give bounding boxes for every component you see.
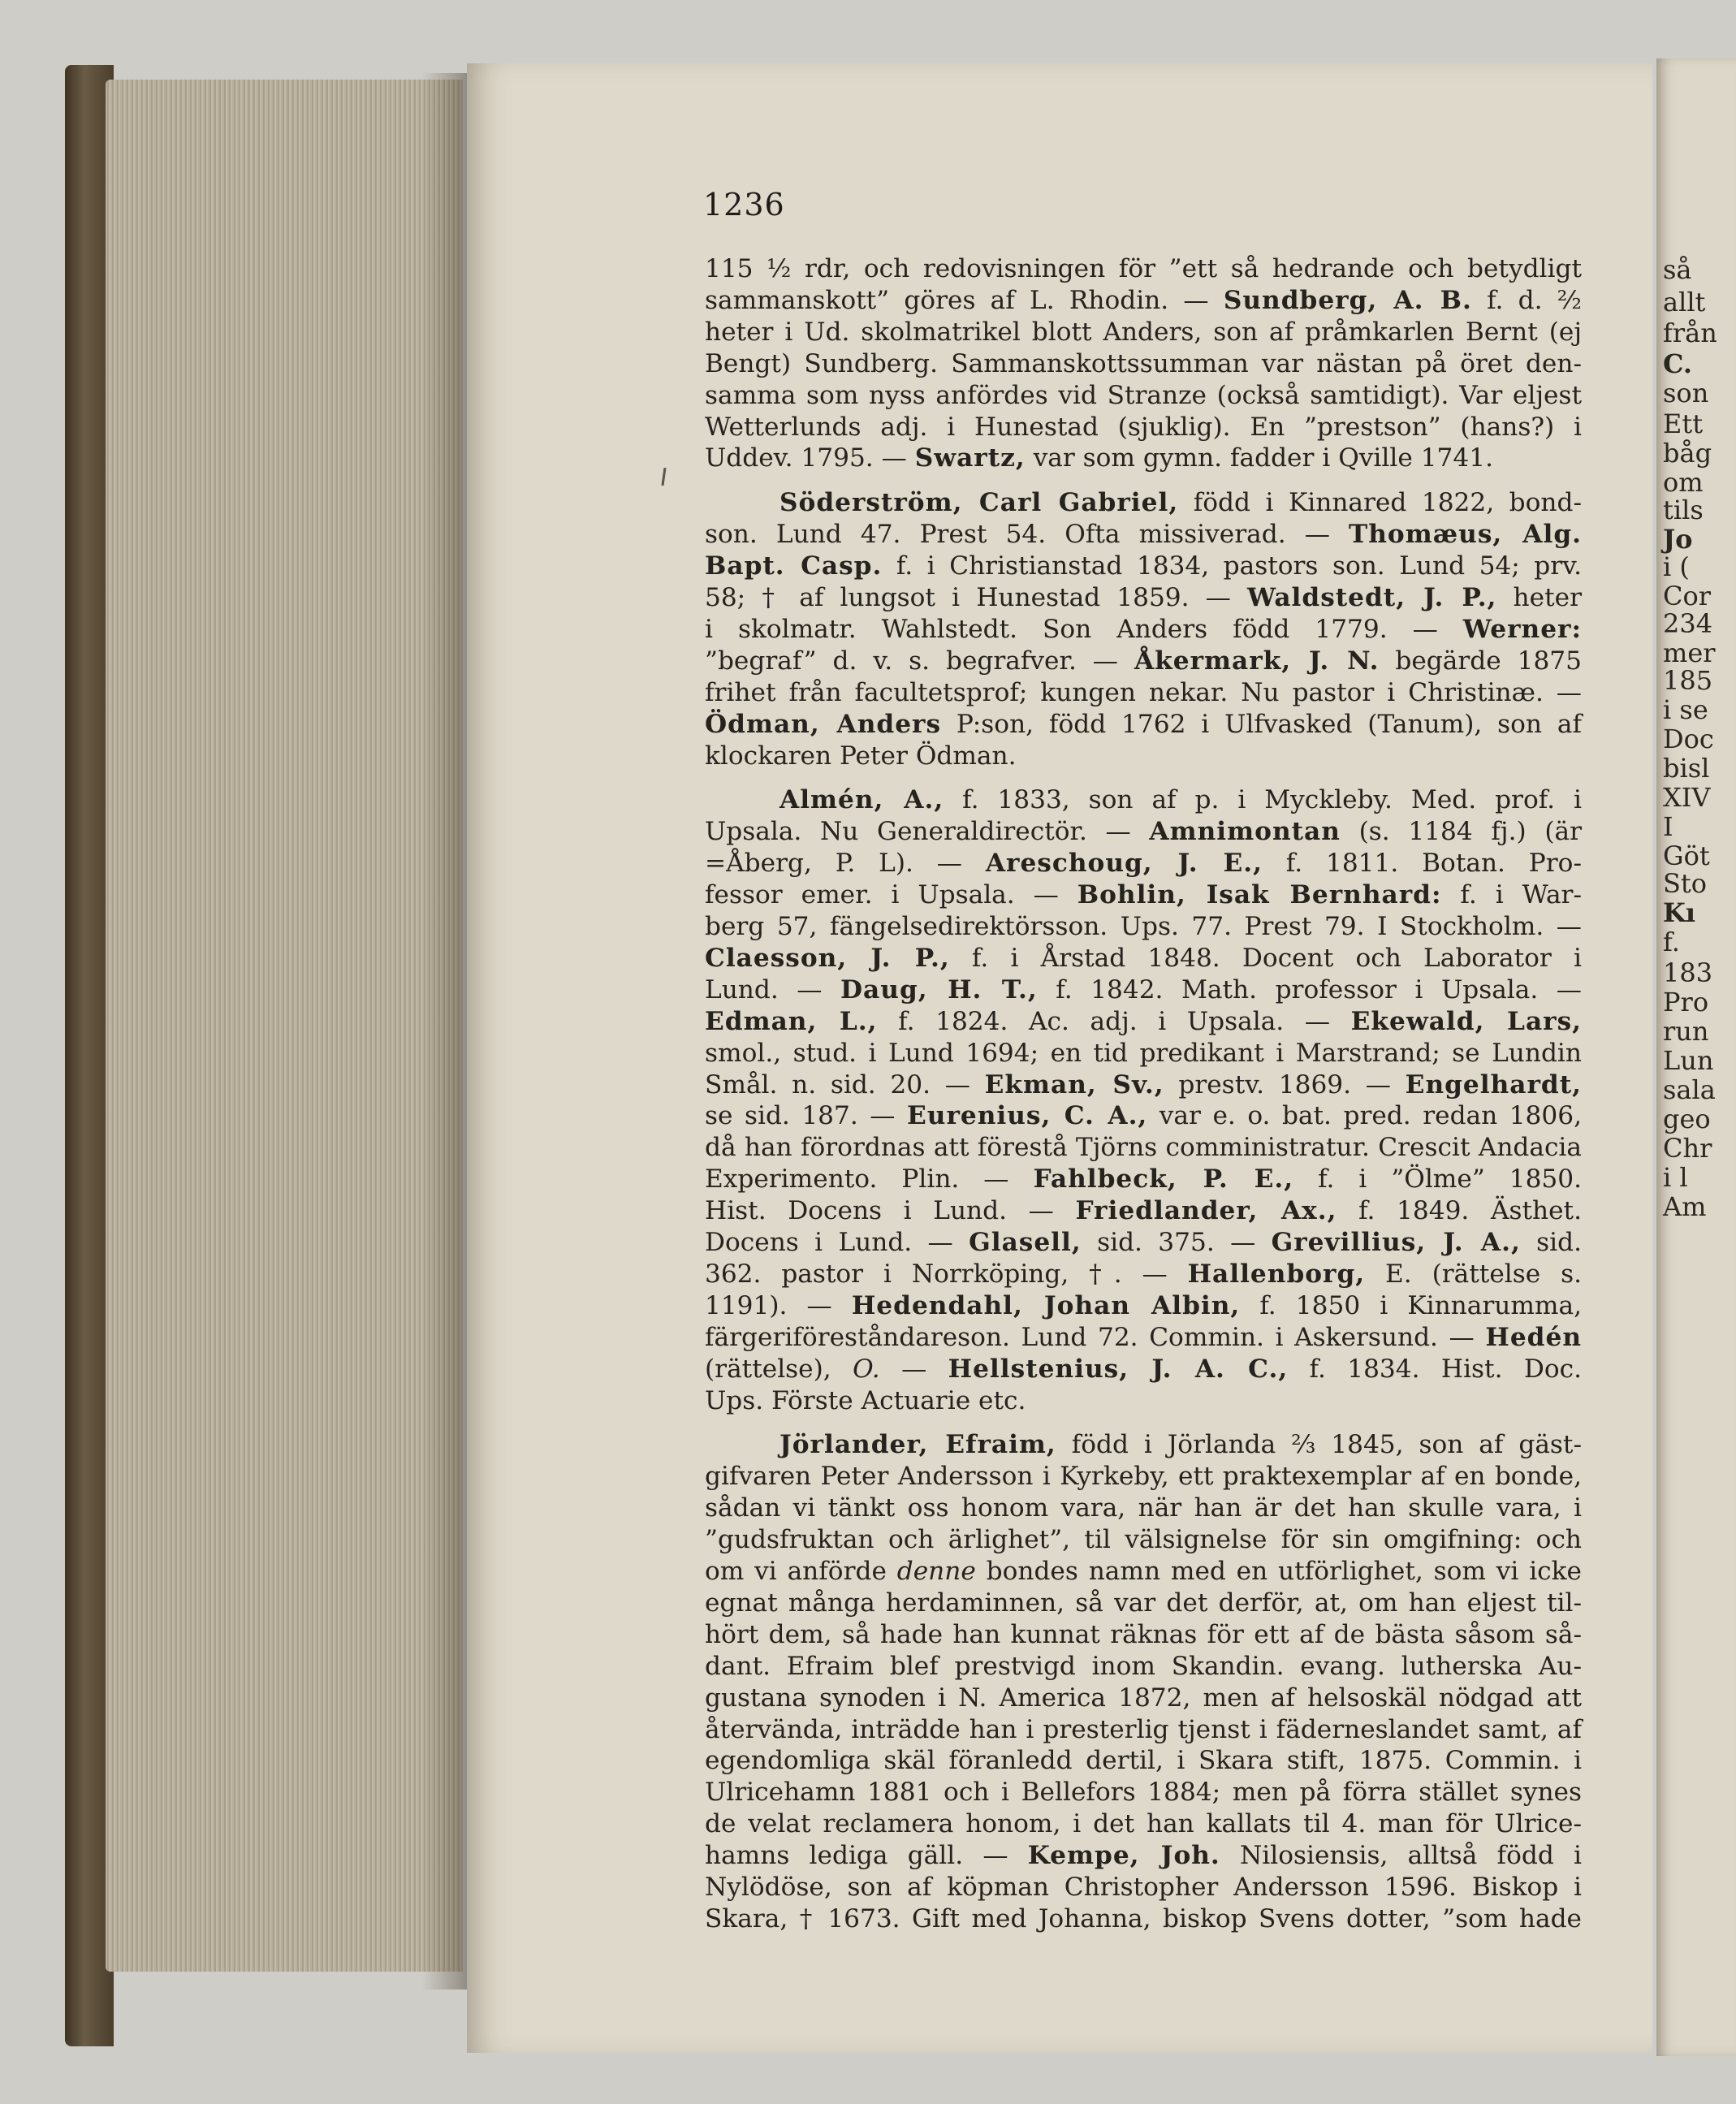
text-line: Bapt. Casp. f. i Christianstad 1834, pastors son. Lund 54; prv. bbox=[705, 551, 1582, 581]
text-line: heter i Ud. skolmatrikel blott Anders, son af pråmkarlen Bernt (ej bbox=[705, 317, 1582, 347]
text-line: Bengt) Sundberg. Sammanskottssumman var nästan på öret den- bbox=[705, 348, 1582, 378]
text-line: (rättelse), O. — Hellstenius, J. A. C., f. 1834. Hist. Doc. bbox=[705, 1354, 1583, 1384]
next-page-fragment: Am bbox=[1663, 1191, 1707, 1222]
text-line: Lund. — Daug, H. T., f. 1842. Math. professor i Upsala. — bbox=[705, 974, 1582, 1004]
text-line: klockaren Peter Ödman. bbox=[705, 741, 1017, 771]
next-page-fragment: båg bbox=[1663, 438, 1712, 469]
next-page-fragment: Doc bbox=[1663, 724, 1714, 754]
next-page-fragment: geo bbox=[1663, 1104, 1711, 1134]
text-line: ”gudsfruktan och ärlighet”, til välsignelse för sin omgifning: och bbox=[705, 1525, 1582, 1555]
text-line: 58; † af lungsot i Hunestad 1859. — Waldstedt, J. P., heter bbox=[705, 583, 1582, 612]
text-line: Upsala. Nu Generaldirectör. — Amnimontan (s. 1184 fj.) (är bbox=[705, 817, 1582, 847]
right-page-edge bbox=[1656, 58, 1736, 2056]
next-page-fragment: tils bbox=[1663, 495, 1704, 525]
next-page-fragment: run bbox=[1663, 1016, 1709, 1047]
text-line: Claesson, J. P., f. i Årstad 1848. Docent och Laborator i bbox=[705, 943, 1582, 973]
next-page-fragment: i se bbox=[1663, 694, 1708, 725]
next-page-fragment: 183 bbox=[1663, 957, 1713, 988]
next-page-fragment: son bbox=[1663, 378, 1709, 408]
text-line: egendomliga skäl föranledd dertil, i Skara stift, 1875. Commin. i bbox=[705, 1746, 1582, 1776]
text-line: 362. pastor i Norrköping, †. — Hallenborg, E. (rättelse s. bbox=[705, 1259, 1583, 1289]
next-page-fragment: Chr bbox=[1663, 1133, 1712, 1164]
next-page-fragment: Kı bbox=[1663, 897, 1695, 928]
text-line: Ups. Förste Actuarie etc. bbox=[705, 1385, 1026, 1415]
text-line: gifvaren Peter Andersson i Kyrkeby, ett praktexemplar af en bonde, bbox=[705, 1462, 1582, 1492]
page-number: 1236 bbox=[703, 187, 785, 222]
text-line: sammanskott” göres af L. Rhodin. — Sundberg, A. B. f. d. ²⁄₂ bbox=[705, 285, 1582, 315]
text-line: återvända, inträdde han i presterlig tjenst i fäderneslandet samt, af bbox=[705, 1714, 1582, 1744]
next-page-fragment: om bbox=[1663, 467, 1704, 498]
next-page-fragment: I bbox=[1663, 811, 1673, 842]
next-page-fragment: i ( bbox=[1663, 551, 1690, 582]
gutter-shadow bbox=[422, 73, 471, 1990]
text-line: ”begraf” d. v. s. begrafver. — Åkermark, J. N. begärde 1875 bbox=[705, 646, 1582, 676]
text-line: Hist. Docens i Lund. — Friedlander, Ax., f. 1849. Ästhet. bbox=[705, 1196, 1582, 1226]
text-line: smol., stud. i Lund 1694; en tid predikant i Marstrand; se Lundin bbox=[705, 1038, 1582, 1068]
next-page-fragment: sala bbox=[1663, 1074, 1716, 1105]
text-line: hört dem, så hade han kunnat räknas för ett af de bästa såsom så- bbox=[705, 1619, 1582, 1649]
text-line: berg 57, fängelsedirektörsson. Ups. 77. Prest 79. I Stockholm. — bbox=[705, 912, 1582, 941]
text-line: Jörlander, Efraim, född i Jörlanda ²⁄₃ 1845, son af gäst- bbox=[779, 1430, 1582, 1460]
text-line: Smål. n. sid. 20. — Ekman, Sv., prestv. 1869. — Engelhardt, bbox=[705, 1069, 1582, 1100]
next-page-fragment: Lun bbox=[1663, 1045, 1714, 1076]
text-line: hamns lediga gäll. — Kempe, Joh. Nilosiensis, alltså född i bbox=[705, 1841, 1582, 1871]
text-line: =Åberg, P. L). — Areschoug, J. E., f. 1811. Botan. Pro- bbox=[705, 849, 1582, 879]
text-line: Uddev. 1795. — Swartz, var som gymn. fadder i Qville 1741. bbox=[705, 443, 1493, 473]
text-line: Edman, L., f. 1824. Ac. adj. i Upsala. — Ekewald, Lars, bbox=[705, 1006, 1582, 1036]
text-line: i skolmatr. Wahlstedt. Son Anders född 1779. — Werner: bbox=[705, 614, 1582, 644]
next-page-fragment: XIV bbox=[1663, 782, 1711, 813]
next-page-fragment: i l bbox=[1663, 1162, 1688, 1193]
next-page-fragment: 185 bbox=[1663, 665, 1713, 696]
text-line: egnat många herdaminnen, så var det derför, at, om han eljest til- bbox=[705, 1588, 1582, 1618]
next-page-fragment: Göt bbox=[1663, 840, 1710, 871]
text-line: om vi anförde denne bondes namn med en utförlighet, som vi icke bbox=[705, 1557, 1583, 1586]
text-line: fessor emer. i Upsala. — Bohlin, Isak Bernhard: f. i War- bbox=[705, 880, 1582, 910]
next-page-fragment: Sto bbox=[1663, 868, 1708, 899]
text-line: de velat reclamera honom, i det han kallats til 4. man för Ulrice- bbox=[705, 1809, 1582, 1839]
next-page-fragment: Cor bbox=[1663, 581, 1712, 611]
next-page-fragment: C. bbox=[1663, 348, 1693, 379]
text-line: Wetterlunds adj. i Hunestad (sjuklig). En ”prestson” (hans?) i bbox=[705, 412, 1582, 442]
text-line: Nylödöse, son af köpman Christopher Andersson 1596. Biskop i bbox=[705, 1873, 1582, 1902]
next-page-fragment: Pro bbox=[1663, 987, 1709, 1017]
text-line: Skara, † 1673. Gift med Johanna, biskop Svens dotter, ”som hade bbox=[705, 1903, 1582, 1933]
text-line: Ulricehamn 1881 och i Bellefors 1884; men på förra stället synes bbox=[705, 1778, 1582, 1808]
text-line: Söderström, Carl Gabriel, född i Kinnared 1822, bond- bbox=[779, 488, 1582, 518]
text-line: 115 ½ rdr, och redovisningen för ”ett så hedrande och betydligt bbox=[705, 254, 1582, 283]
next-page-fragment: Ett bbox=[1663, 408, 1704, 439]
text-line: son. Lund 47. Prest 54. Ofta missiverad. — Thomæus, Alg. bbox=[705, 520, 1583, 550]
next-page-fragment: bisl bbox=[1663, 753, 1710, 784]
text-line: Ödman, Anders P:son, född 1762 i Ulfvasked (Tanum), son af bbox=[705, 709, 1583, 739]
text-line: sådan vi tänkt oss honom vara, när han är det han skulle vara, i bbox=[705, 1493, 1582, 1523]
next-page-fragment: Jo bbox=[1663, 524, 1693, 555]
next-page-fragment: från bbox=[1663, 318, 1717, 348]
next-page-fragment: allt bbox=[1663, 287, 1706, 318]
text-line: se sid. 187. — Eurenius, C. A., var e. o. bat. pred. redan 1806, bbox=[705, 1101, 1583, 1131]
next-page-fragment: så bbox=[1663, 254, 1692, 285]
text-line: då han förordnas att förestå Tjörns comministratur. Crescit Andacia bbox=[705, 1133, 1582, 1163]
page-edges bbox=[106, 80, 463, 1972]
text-line: färgeriföreståndareson. Lund 72. Commin. i Askersund. — Hedén bbox=[705, 1322, 1582, 1352]
text-line: frihet från facultetsprof; kungen nekar. Nu pastor i Christinæ. — bbox=[705, 677, 1582, 707]
text-line: Docens i Lund. — Glasell, sid. 375. — Grevillius, J. A., sid. bbox=[705, 1228, 1582, 1257]
text-line: samma som nyss anfördes vid Stranze (också samtidigt). Var eljest bbox=[705, 380, 1582, 410]
next-page-fragment: 234 bbox=[1663, 608, 1713, 639]
text-line: gustana synoden i N. America 1872, men af helsoskäl nödgad att bbox=[705, 1683, 1582, 1713]
next-page-fragment: mer bbox=[1663, 637, 1716, 668]
text-line: dant. Efraim blef prestvigd inom Skandin. evang. lutherska Au- bbox=[705, 1651, 1582, 1681]
next-page-fragment: f. bbox=[1663, 927, 1680, 957]
text-line: Experimento. Plin. — Fahlbeck, P. E., f. i ”Ölme” 1850. bbox=[705, 1164, 1583, 1195]
text-line: 1191). — Hedendahl, Johan Albin, f. 1850 i Kinnarumma, bbox=[705, 1290, 1583, 1320]
text-line: Almén, A., f. 1833, son af p. i Myckleby. Med. prof. i bbox=[779, 785, 1582, 815]
